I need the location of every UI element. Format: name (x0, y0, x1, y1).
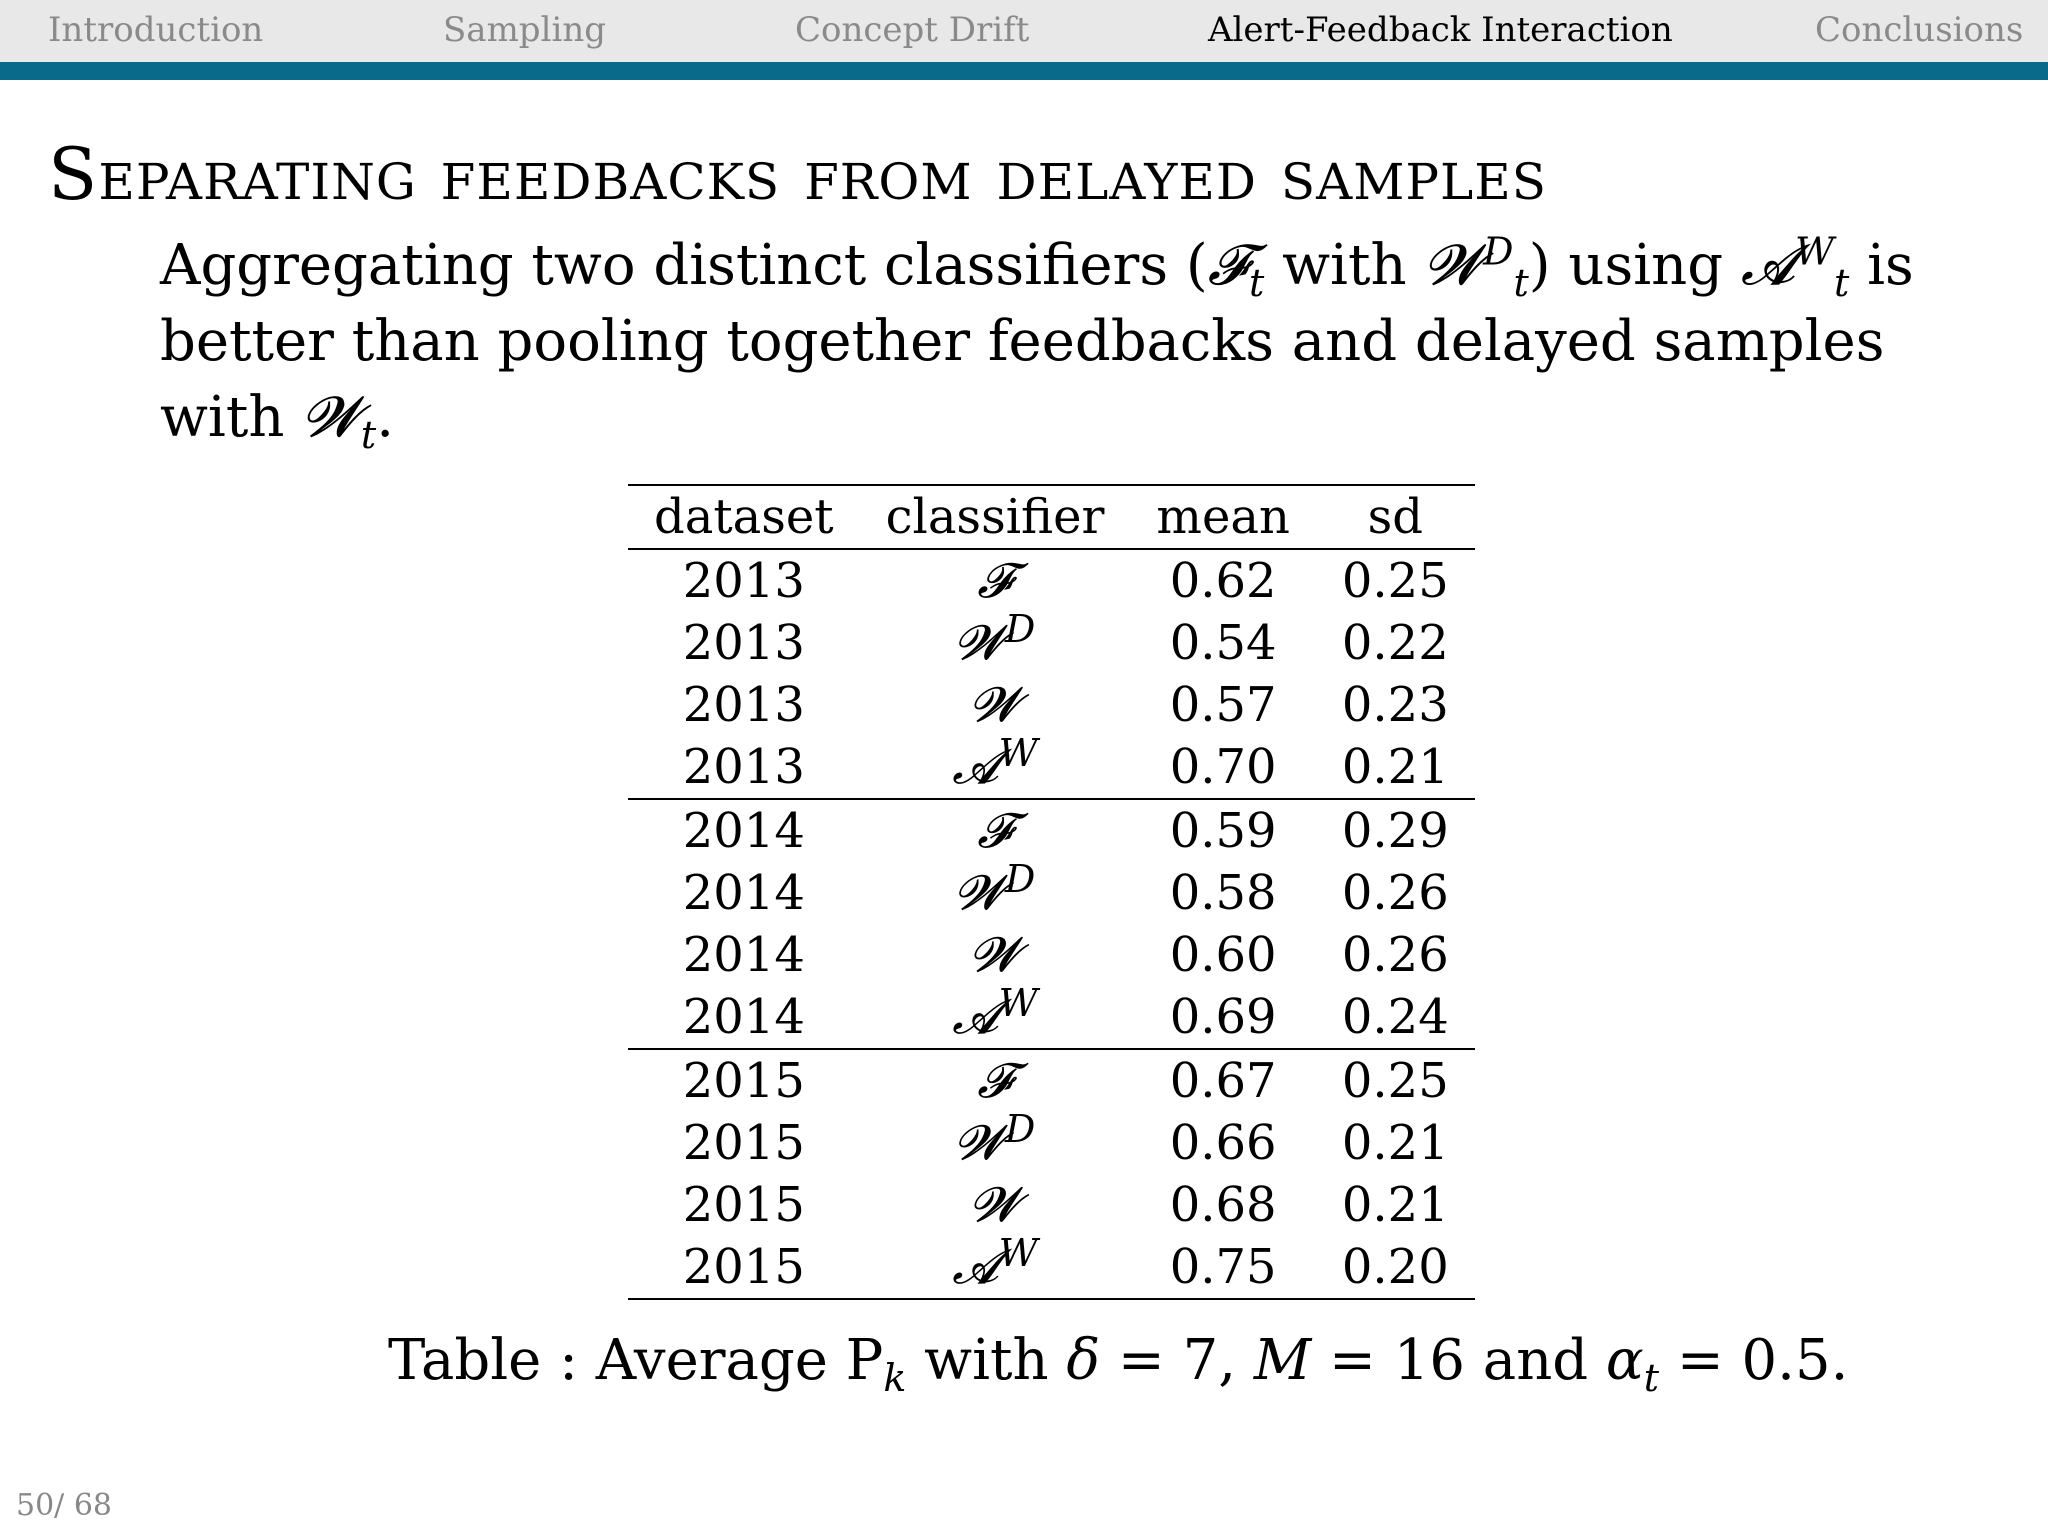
cell-classifier: 𝓕 (860, 799, 1131, 862)
cell-classifier: 𝓕 (860, 1049, 1131, 1112)
table-row (628, 1236, 1475, 1299)
classifier-superscript: W (998, 1230, 1038, 1275)
cell-mean: 0.70 (1169, 739, 1277, 795)
cell-dataset: 2015 (682, 1115, 805, 1171)
nav-item-alert-feedback-interaction[interactable]: Alert-Feedback Interaction (1208, 10, 1673, 50)
cell-dataset: 2013 (682, 553, 805, 609)
table-row (628, 986, 1475, 1049)
cell-sd: 0.26 (1341, 927, 1449, 983)
cell-classifier: 𝓦 (969, 926, 1021, 983)
math-sub-t-2: t (1513, 261, 1529, 306)
caption-eq1: = 7, (1100, 1328, 1254, 1393)
math-W: 𝓦 (1424, 233, 1484, 298)
cell-mean: 0.67 (1130, 1049, 1315, 1112)
math-sup-D: D (1483, 229, 1514, 274)
classifier-superscript: W (998, 730, 1038, 775)
cell-sd: 0.23 (1341, 677, 1449, 733)
math-W-2: 𝓦 (302, 385, 361, 450)
header-dataset: dataset (628, 485, 860, 549)
cell-mean: 0.57 (1169, 677, 1277, 733)
caption-with: with (906, 1328, 1067, 1393)
table-row (628, 736, 1475, 799)
caption-alpha: α (1605, 1328, 1644, 1393)
cell-mean: 0.54 (1169, 615, 1277, 671)
slide-title: Separating feedbacks from delayed samples (48, 132, 1547, 216)
cell-sd: 0.21 (1341, 1177, 1449, 1233)
cell-classifier: 𝓦$^D$ (954, 1106, 1036, 1171)
header-classifier: classifier (860, 485, 1131, 549)
cell-dataset: 2015 (682, 1177, 805, 1233)
page-number: 50/ 68 (16, 1488, 112, 1523)
cell-mean: 0.66 (1169, 1115, 1277, 1171)
body-text-2: ) using (1528, 233, 1741, 298)
cell-sd: 0.22 (1341, 615, 1449, 671)
nav-item-sampling[interactable]: Sampling (443, 10, 606, 50)
cell-sd: 0.21 (1341, 739, 1449, 795)
cell-classifier: 𝓐$^W$ (952, 980, 1038, 1045)
header-mean: mean (1130, 485, 1315, 549)
table-row (628, 1174, 1475, 1236)
body-text-4: . (376, 385, 395, 450)
caption-delta: δ (1066, 1328, 1101, 1393)
table-body (628, 549, 1475, 1299)
classifier-superscript: D (1004, 856, 1036, 901)
cell-sd: 0.24 (1341, 989, 1449, 1045)
cell-classifier: 𝓦 (969, 676, 1021, 733)
cell-sd: 0.29 (1316, 799, 1475, 862)
slide-body (160, 228, 1960, 456)
cell-mean: 0.68 (1169, 1177, 1277, 1233)
caption-eq2: = 16 and (1311, 1328, 1606, 1393)
table-row (628, 549, 1475, 612)
table-row (628, 612, 1475, 674)
math-A: 𝓐 (1740, 233, 1795, 298)
cell-classifier: 𝓕 (977, 552, 1013, 609)
cell-mean: 0.58 (1169, 865, 1277, 921)
math-F: 𝓕 (1207, 233, 1250, 298)
math-sub-t: t (1249, 261, 1265, 306)
cell-mean: 0.69 (1169, 989, 1277, 1045)
math-sub-t-4: t (360, 413, 377, 458)
table-row (628, 924, 1475, 986)
cell-sd: 0.26 (1341, 865, 1449, 921)
body-with: with (1264, 233, 1425, 298)
cell-dataset: 2015 (628, 1049, 860, 1112)
cell-dataset: 2015 (628, 1236, 860, 1299)
math-sub-t-3: t (1834, 261, 1850, 306)
nav-accent-bar (0, 62, 2048, 80)
cell-dataset: 2013 (682, 677, 805, 733)
nav-item-introduction[interactable]: Introduction (48, 10, 264, 50)
caption-prefix: Table : Average P (388, 1328, 884, 1393)
classifier-superscript: D (1004, 606, 1036, 651)
cell-dataset: 2013 (682, 739, 805, 795)
top-navigation (0, 0, 2048, 62)
table-row (628, 1112, 1475, 1174)
header-sd: sd (1316, 485, 1475, 549)
table-row (628, 862, 1475, 924)
cell-sd: 0.25 (1316, 1049, 1475, 1112)
cell-dataset: 2014 (682, 927, 805, 983)
cell-sd: 0.21 (1341, 1115, 1449, 1171)
caption-M: M (1253, 1328, 1312, 1393)
results-table (628, 484, 1475, 1300)
cell-mean: 0.62 (1169, 553, 1277, 609)
cell-dataset: 2014 (682, 865, 805, 921)
cell-dataset: 2014 (628, 799, 860, 862)
cell-classifier: 𝓐$^W$ (952, 730, 1038, 795)
table-caption (388, 1328, 1849, 1401)
math-sup-W: W (1794, 229, 1835, 274)
table-row (628, 674, 1475, 736)
cell-dataset: 2013 (682, 615, 805, 671)
cell-classifier: 𝓦$^D$ (954, 606, 1036, 671)
nav-item-conclusions[interactable]: Conclusions (1815, 10, 2024, 50)
caption-eq3: = 0.5. (1659, 1328, 1849, 1393)
caption-sub-k: k (883, 1356, 907, 1401)
table-row (628, 799, 1475, 862)
cell-dataset: 2014 (682, 989, 805, 1045)
body-text-3: is better than pooling together feedbacks and delayed samples with (160, 233, 1914, 450)
cell-classifier: 𝓐$^W$ (860, 1236, 1131, 1299)
cell-mean: 0.75 (1130, 1236, 1315, 1299)
cell-classifier: 𝓦$^D$ (954, 856, 1036, 921)
cell-classifier: 𝓦 (969, 1176, 1021, 1233)
caption-sub-t: t (1643, 1356, 1660, 1401)
cell-sd: 0.25 (1341, 553, 1449, 609)
cell-sd: 0.20 (1316, 1236, 1475, 1299)
classifier-superscript: W (998, 980, 1038, 1025)
classifier-superscript: D (1004, 1106, 1036, 1151)
nav-item-concept-drift[interactable]: Concept Drift (795, 10, 1030, 50)
cell-mean: 0.59 (1130, 799, 1315, 862)
cell-mean: 0.60 (1169, 927, 1277, 983)
body-text-1: Aggregating two distinct classifiers ( (160, 233, 1208, 298)
table-row (628, 1049, 1475, 1112)
